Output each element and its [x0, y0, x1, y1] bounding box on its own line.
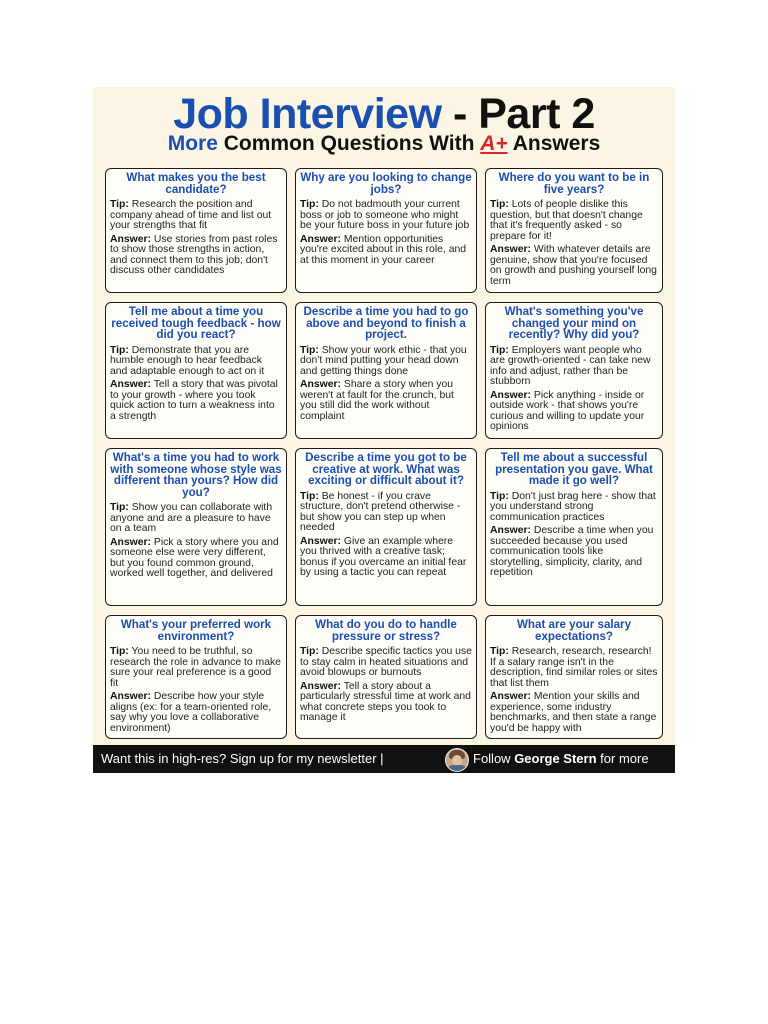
tip-label: Tip: [110, 502, 129, 514]
tip [490, 492, 658, 524]
answer [300, 537, 472, 579]
tip-text: Don't just brag here - show that you understand strong communication practices [490, 490, 656, 523]
answer-label: Answer: [110, 379, 151, 391]
question-card [485, 302, 663, 439]
tip-text: Show your work ethic - that you don't mind putting your head down and getting things done [300, 344, 467, 377]
tip [110, 346, 282, 378]
answer-label: Answer: [110, 691, 151, 703]
question: Where do you want to be in five years? [498, 171, 650, 196]
tip [110, 200, 282, 232]
tip-text: Do not badmouth your current boss or job to someone who might be your future boss in your future job [300, 199, 470, 232]
answer-text: With whatever details are genuine, show that you're focused on growth and pushing yourself long term [490, 244, 657, 287]
answer-text: Pick anything - inside or outside work - that shows you're curious and willing to update your opinions [490, 389, 645, 433]
tip-label: Tip: [300, 490, 319, 502]
tip-text: Research the position and company ahead of time and list out your strengths that fit [110, 199, 272, 232]
answer-label: Answer: [300, 379, 341, 391]
answer-text: Mention opportunities you're excited about in this role, and at this moment in your career [300, 233, 467, 266]
author-name: George Stern [514, 751, 597, 766]
question: What's something you've changed your mind on recently? Why did you? [504, 305, 644, 342]
tip-label: Tip: [300, 344, 319, 356]
question-card [105, 615, 287, 739]
answer-label: Answer: [300, 535, 341, 547]
tip-text: Show you can collaborate with anyone and are a pleasure to have on a team [110, 502, 273, 535]
answer [110, 692, 282, 734]
infographic [93, 87, 675, 773]
tip-label: Tip: [490, 646, 509, 658]
tip-text: You need to be truthful, so research the role in advance to make sure your real preference is a good fit [110, 646, 281, 689]
tip-label: Tip: [110, 646, 129, 658]
answer [110, 538, 282, 580]
question-card [295, 168, 477, 293]
answer [490, 391, 658, 433]
subtitle-grade: A+ [480, 132, 508, 155]
title-dark: - Part 2 [441, 90, 595, 138]
question: What's your preferred work environment? [120, 618, 272, 643]
question: What makes you the best candidate? [126, 171, 266, 196]
follow-word: Follow [473, 751, 515, 766]
tip [490, 346, 658, 388]
tip [490, 200, 658, 242]
answer-label: Answer: [110, 233, 151, 245]
question: What's a time you had to work with someone whose style was different than yours? How did you? [110, 451, 282, 499]
tip-label: Tip: [110, 199, 129, 211]
author-avatar-icon [445, 748, 469, 772]
answer [300, 380, 472, 422]
tip [110, 503, 282, 535]
answer-text: Tell a story about a particularly stressful time at work and what concrete steps you took to manage it [300, 680, 471, 724]
answer-label: Answer: [300, 233, 341, 245]
avatar-shirt [447, 765, 467, 772]
tip [110, 647, 282, 689]
answer-label: Answer: [490, 691, 531, 703]
question: Describe a time you had to go above and beyond to finish a project. [303, 305, 469, 342]
tip-text: Demonstrate that you are humble enough to hear feedback and adaptable enough to act on it [110, 344, 265, 377]
page-subtitle [93, 131, 675, 157]
for-more: for more [596, 751, 649, 766]
tip-label: Tip: [490, 199, 509, 211]
follow-text[interactable] [473, 745, 649, 773]
question-card [105, 302, 287, 439]
answer [110, 380, 282, 422]
answer-text: Mention your skills and experience, some industry benchmarks, and then state a range you'd be happy with [490, 691, 657, 734]
answer-label: Answer: [490, 244, 531, 256]
question: Describe a time you got to be creative at work. What was exciting or difficult about it? [305, 451, 467, 488]
tip-text: Be honest - if you crave structure, don't pretend otherwise - but show you can step up when needed [300, 490, 461, 534]
tip-label: Tip: [110, 344, 129, 356]
answer-text: Use stories from past roles to show those strengths in action, and connect them to this job; don't discuss other candidates [110, 233, 278, 277]
question: What are your salary expectations? [516, 618, 632, 643]
tip [490, 647, 658, 689]
answer-text: Give an example where you thrived with a creative task; bonus if you overcame an initial fear by using a tactic you can repeat [300, 535, 467, 579]
tip-label: Tip: [300, 199, 319, 211]
question-card [485, 168, 663, 293]
tip-text: Lots of people dislike this question, but that doesn't change that it's frequently asked - so prepare for it! [490, 199, 643, 242]
subtitle-mid: Common Questions With [217, 132, 481, 155]
question: Tell me about a time you received tough feedback - how did you react? [111, 305, 281, 342]
answer [490, 245, 658, 287]
tip-label: Tip: [490, 344, 509, 356]
question-card [105, 448, 287, 606]
answer-text: Describe a time when you succeeded because you used communication tools like storytelling, simplicity, clarity, and repetition [490, 525, 654, 579]
answer [490, 692, 658, 734]
answer-text: Describe how your style aligns (ex: for a team-oriented role, say why you love a collaborative environment) [110, 691, 272, 734]
question: Why are you looking to change jobs? [300, 171, 472, 196]
answer-label: Answer: [490, 525, 531, 537]
tip-text: Research, research, research! If a salary range isn't in the description, find similar roles or sites that list them [490, 646, 658, 689]
tip-text: Employers want people who are growth-oriented - can take new info and adjust, rather than be stubborn [490, 344, 651, 388]
question-card [295, 302, 477, 439]
tip-text: Describe specific tactics you use to stay calm in heated situations and avoid blowups or burnouts [300, 646, 472, 679]
question-card [485, 448, 663, 606]
answer-text: Tell a story that was pivotal to your growth - where you took quick action to turn a weakness into a strength [110, 379, 278, 422]
question: Tell me about a successful presentation you gave. What made it go well? [495, 451, 653, 488]
tip [300, 200, 472, 232]
answer [110, 235, 282, 277]
tip [300, 346, 472, 378]
question-card [105, 168, 287, 293]
tip [300, 647, 472, 679]
subtitle-more: More [167, 132, 218, 155]
answer-text: Pick a story where you and someone else were very different, but you found common ground, worked well together, and delivered [110, 536, 279, 580]
subtitle-end: Answers [507, 132, 601, 155]
tip-label: Tip: [490, 490, 509, 502]
answer [300, 235, 472, 267]
tip-label: Tip: [300, 646, 319, 658]
answer-label: Answer: [490, 389, 531, 401]
answer [490, 526, 658, 579]
answer-label: Answer: [300, 680, 341, 692]
question-card [485, 615, 663, 739]
question-card [295, 448, 477, 606]
title-blue: Job Interview [173, 90, 442, 138]
answer-label: Answer: [110, 536, 151, 548]
tip [300, 492, 472, 534]
answer-text: Share a story when you weren't at fault for the crunch, but you still did the work without complaint [300, 379, 454, 422]
newsletter-text[interactable]: Want this in high-res? Sign up for my newsletter | [101, 751, 384, 766]
footer-banner[interactable] [93, 745, 675, 773]
question: What do you do to handle pressure or stress? [315, 618, 457, 643]
question-card [295, 615, 477, 739]
answer [300, 682, 472, 724]
